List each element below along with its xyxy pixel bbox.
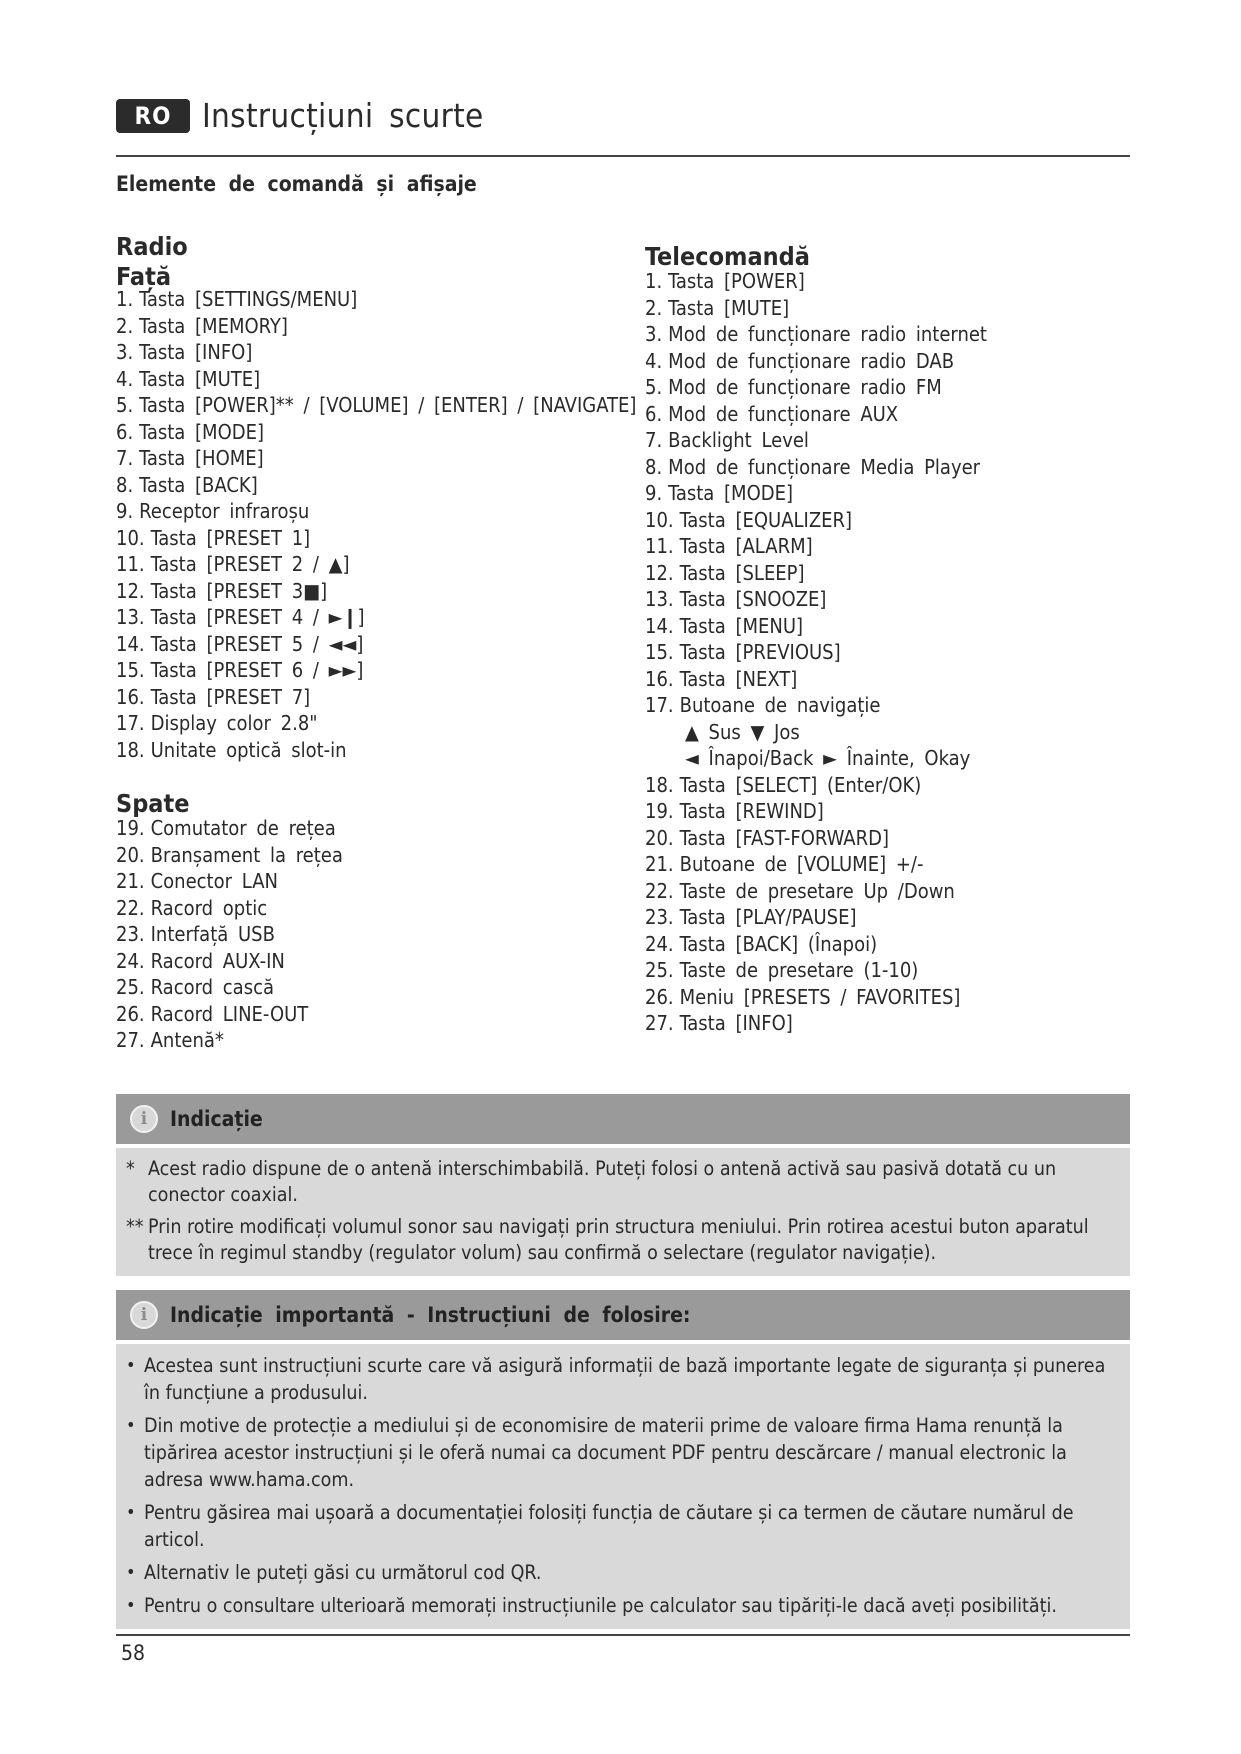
list-item: [116, 921, 636, 948]
list-item: [645, 878, 1125, 905]
bullet-item: [126, 1352, 1108, 1406]
item-number: 9.: [116, 499, 134, 523]
list-item: [645, 613, 1125, 640]
item-number: 26.: [645, 984, 674, 1009]
note-item: [126, 1156, 1108, 1208]
item-label: Comutator de rețea: [150, 816, 336, 840]
note-marker: **: [126, 1215, 144, 1238]
page-header: [116, 96, 484, 135]
list-item: [645, 427, 1125, 454]
list-item: [116, 551, 636, 578]
remote-controls-list-b: [645, 772, 1125, 1037]
item-number: 20.: [116, 842, 145, 867]
important-box-title: Indicație importantă - Instrucțiuni de folosire:: [170, 1303, 691, 1327]
item-number: 26.: [116, 1001, 145, 1026]
note-box-title: Indicație: [170, 1107, 263, 1131]
list-item: [645, 507, 1125, 534]
item-number: 9.: [645, 481, 663, 505]
item-number: 3.: [645, 322, 663, 346]
item-number: 15.: [116, 658, 145, 682]
item-number: 23.: [645, 905, 674, 929]
item-label: Tasta [INFO]: [679, 1011, 793, 1035]
item-label: Racord optic: [150, 895, 268, 920]
item-number: 27.: [645, 1011, 674, 1035]
item-number: 10.: [645, 507, 674, 532]
item-label: Meniu [PRESETS / FAVORITES]: [679, 984, 961, 1009]
list-item: [645, 851, 1125, 878]
item-label: Tasta [BACK]: [139, 472, 258, 497]
item-label: Tasta [MUTE]: [668, 295, 790, 320]
item-label: Tasta [PRESET 6 / ►►]: [150, 658, 364, 682]
item-number: 4.: [645, 348, 663, 373]
item-number: 22.: [116, 895, 145, 920]
list-item: [645, 798, 1125, 825]
item-number: 27.: [116, 1028, 145, 1052]
item-number: 24.: [645, 931, 674, 956]
note-item: [126, 1214, 1108, 1266]
item-label: Branșament la rețea: [150, 842, 343, 867]
bullet-item: [126, 1412, 1108, 1493]
item-number: 19.: [116, 816, 145, 840]
item-label: Tasta [PREVIOUS]: [679, 640, 841, 664]
item-number: 15.: [645, 640, 674, 664]
item-label: Tasta [PRESET 1]: [150, 525, 311, 550]
list-item: [645, 1010, 1125, 1037]
item-number: 10.: [116, 525, 145, 550]
item-number: 8.: [116, 472, 134, 497]
list-item: [116, 339, 636, 366]
item-label: Tasta [INFO]: [139, 340, 253, 364]
item-label: Butoane de [VOLUME] +/-: [679, 852, 924, 876]
list-item: [116, 710, 636, 737]
item-number: 5.: [116, 393, 134, 417]
list-item: [645, 692, 1125, 719]
document-title: Instrucțiuni scurte: [202, 96, 484, 135]
item-label: Tasta [PLAY/PAUSE]: [679, 905, 857, 929]
item-number: 4.: [116, 366, 134, 391]
list-item: [645, 772, 1125, 799]
list-item: [116, 631, 636, 658]
list-item: [116, 842, 636, 869]
list-item: [645, 480, 1125, 507]
item-label: Tasta [PRESET 4 / ►❙]: [150, 605, 365, 629]
item-label: Tasta [PRESET 5 / ◄◄]: [150, 631, 364, 656]
list-item: [116, 815, 636, 842]
info-icon: i: [130, 1105, 158, 1133]
bullet-marker: •: [126, 1355, 136, 1376]
item-label: Tasta [REWIND]: [679, 799, 824, 823]
item-number: 7.: [116, 446, 134, 470]
list-item: [645, 348, 1125, 375]
remote-controls-list-a: [645, 268, 1125, 719]
list-item: [116, 525, 636, 552]
item-label: Tasta [ALARM]: [679, 534, 813, 558]
item-label: Tasta [PRESET 7]: [150, 684, 311, 709]
bullet-marker: •: [126, 1562, 136, 1583]
bullet-marker: •: [126, 1415, 136, 1436]
item-number: 1.: [645, 269, 663, 293]
list-item: [116, 868, 636, 895]
list-item: [116, 419, 636, 446]
item-label: Mod de funcționare radio internet: [668, 322, 987, 346]
item-label: Tasta [SELECT] (Enter/OK): [679, 772, 922, 797]
item-label: Butoane de navigație: [679, 693, 881, 717]
item-label: Tasta [SNOOZE]: [679, 587, 827, 611]
item-label: Tasta [PRESET 2 / ▲]: [150, 552, 350, 576]
item-number: 25.: [116, 975, 145, 999]
list-item: [116, 948, 636, 975]
item-number: 12.: [645, 560, 674, 585]
item-label: Interfață USB: [150, 922, 275, 946]
list-item: [116, 974, 636, 1001]
item-number: 20.: [645, 825, 674, 850]
list-item: [116, 392, 636, 419]
note-box-header: [116, 1094, 1130, 1144]
item-label: Mod de funcționare radio FM: [668, 375, 942, 399]
item-label: Tasta [MODE]: [668, 481, 793, 505]
item-label: Taste de presetare (1-10): [679, 958, 919, 982]
item-label: Tasta [BACK] (Înapoi): [679, 931, 878, 956]
item-number: 6.: [116, 419, 134, 444]
list-item: [645, 931, 1125, 958]
bullet-item: [126, 1592, 1108, 1619]
list-item: [645, 984, 1125, 1011]
list-item: [645, 533, 1125, 560]
nav-directions-up-down: ▲ Sus ▼ Jos: [685, 719, 800, 744]
bullet-marker: •: [126, 1502, 136, 1523]
item-label: Tasta [PRESET 3■]: [150, 578, 328, 603]
item-number: 19.: [645, 799, 674, 823]
back-heading: Spate: [116, 789, 190, 818]
important-box-body: [116, 1344, 1130, 1629]
list-item: [645, 666, 1125, 693]
important-box: [116, 1290, 1130, 1629]
note-text: Prin rotire modificați volumul sonor sau navigați prin structura meniului. Prin rotirea acestui buton aparatul trece în regimul standby (regulator volum) sau confirmă o selectare (regulator navigație).: [148, 1215, 1089, 1264]
list-item: [645, 560, 1125, 587]
bullet-text: Din motive de protecție a mediului și de economisire de materii prime de valoare firma Hama renunță la tipărirea acestor instrucțiuni și le oferă numai ca document PDF pentru descărcare / manual electronic la adresa www.hama.com.: [144, 1414, 1067, 1491]
list-item: [116, 657, 636, 684]
front-controls-list: [116, 286, 636, 763]
list-item: [645, 586, 1125, 613]
bullet-text: Pentru găsirea mai ușoară a documentației folosiți funcția de căutare și ca termen de căutare numărul de articol.: [144, 1501, 1074, 1551]
item-label: Tasta [POWER]: [668, 269, 805, 293]
page-number: 58: [121, 1641, 146, 1665]
item-label: Tasta [SLEEP]: [679, 560, 805, 585]
note-box: [116, 1094, 1130, 1276]
bullet-marker: •: [126, 1595, 136, 1616]
item-number: 14.: [645, 613, 674, 638]
item-number: 16.: [645, 666, 674, 691]
list-item: [116, 604, 636, 631]
item-number: 13.: [116, 605, 145, 629]
item-number: 13.: [645, 587, 674, 611]
item-number: 11.: [645, 534, 674, 558]
item-number: 24.: [116, 948, 145, 973]
front-heading: Față: [116, 262, 172, 291]
list-item: [116, 578, 636, 605]
item-number: 2.: [645, 295, 663, 320]
list-item: [116, 1027, 636, 1054]
item-label: Conector LAN: [150, 869, 278, 893]
item-label: Racord AUX-IN: [150, 948, 285, 973]
list-item: [645, 401, 1125, 428]
list-item: [645, 825, 1125, 852]
item-number: 6.: [645, 401, 663, 426]
radio-heading: Radio: [116, 232, 188, 261]
item-label: Antenă*: [150, 1028, 224, 1052]
info-icon: i: [130, 1301, 158, 1329]
item-label: Racord LINE-OUT: [150, 1001, 309, 1026]
list-item: [116, 445, 636, 472]
list-item: [645, 957, 1125, 984]
item-label: Mod de funcționare AUX: [668, 401, 899, 426]
top-divider: [116, 155, 1130, 157]
item-label: Tasta [MEMORY]: [139, 313, 288, 338]
item-number: 3.: [116, 340, 134, 364]
item-label: Receptor infraroșu: [139, 499, 310, 523]
left-column: [116, 230, 636, 1054]
language-badge: RO: [116, 99, 190, 133]
list-item: [645, 268, 1125, 295]
item-label: Tasta [EQUALIZER]: [679, 507, 853, 532]
item-number: 17.: [645, 693, 674, 717]
item-label: Unitate optică slot-in: [150, 737, 347, 762]
item-number: 17.: [116, 711, 145, 735]
nav-directions-back-forward: ◄ Înapoi/Back ► Înainte, Okay: [685, 746, 971, 770]
item-number: 18.: [645, 772, 674, 797]
bottom-divider: [116, 1634, 1130, 1636]
item-label: Tasta [HOME]: [139, 446, 264, 470]
item-number: 11.: [116, 552, 145, 576]
list-item: [116, 366, 636, 393]
bullet-item: [126, 1559, 1108, 1586]
item-label: Tasta [MODE]: [139, 419, 264, 444]
item-label: Racord cască: [150, 975, 274, 999]
item-label: Backlight Level: [668, 428, 809, 452]
list-item: [116, 1001, 636, 1028]
item-number: 18.: [116, 737, 145, 762]
item-label: Tasta [SETTINGS/MENU]: [139, 287, 358, 311]
list-item: [116, 286, 636, 313]
item-number: 23.: [116, 922, 145, 946]
list-item: [645, 374, 1125, 401]
bullet-text: Pentru o consultare ulterioară memorați instrucțiunile pe calculator sau tipăriți-le dacă aveți posibilități.: [144, 1594, 1057, 1617]
important-box-header: [116, 1290, 1130, 1340]
list-item: [116, 472, 636, 499]
item-number: 16.: [116, 684, 145, 709]
list-item: [645, 904, 1125, 931]
list-item: [645, 639, 1125, 666]
item-number: 22.: [645, 878, 674, 903]
item-label: Tasta [MENU]: [679, 613, 804, 638]
list-item: [116, 313, 636, 340]
item-number: 1.: [116, 287, 134, 311]
note-text: Acest radio dispune de o antenă interschimbabilă. Puteți folosi o antenă activă sau pasivă dotată cu un conector coaxial.: [148, 1157, 1057, 1206]
item-number: 25.: [645, 958, 674, 982]
item-label: Mod de funcționare Media Player: [668, 454, 981, 479]
remote-heading: Telecomandă: [645, 242, 810, 271]
item-number: 21.: [116, 869, 145, 893]
list-item: [116, 498, 636, 525]
list-item: [645, 321, 1125, 348]
item-label: Tasta [POWER]** / [VOLUME] / [ENTER] / [NAVIGATE]: [139, 393, 637, 417]
list-item: [116, 737, 636, 764]
list-item: [645, 295, 1125, 322]
item-label: Tasta [FAST-FORWARD]: [679, 825, 889, 850]
item-label: Tasta [NEXT]: [679, 666, 798, 691]
list-item: [116, 684, 636, 711]
item-number: 12.: [116, 578, 145, 603]
item-number: 14.: [116, 631, 145, 656]
item-label: Taste de presetare Up /Down: [679, 878, 955, 903]
item-label: Mod de funcționare radio DAB: [668, 348, 955, 373]
note-marker: *: [126, 1157, 135, 1180]
item-number: 21.: [645, 852, 674, 876]
note-box-body: [116, 1148, 1130, 1276]
bullet-text: Alternativ le puteți găsi cu următorul cod QR.: [144, 1561, 542, 1584]
right-column: [645, 240, 1125, 1037]
item-number: 2.: [116, 313, 134, 338]
item-label: Tasta [MUTE]: [139, 366, 261, 391]
back-controls-list: [116, 815, 636, 1054]
list-item: [645, 454, 1125, 481]
list-item: [116, 895, 636, 922]
item-number: 5.: [645, 375, 663, 399]
bullet-text: Acestea sunt instrucțiuni scurte care vă asigură informații de bază importante legate de siguranța și punerea în funcțiune a produsului.: [144, 1354, 1106, 1404]
item-label: Display color 2.8": [150, 711, 318, 735]
bullet-item: [126, 1499, 1108, 1553]
item-number: 8.: [645, 454, 663, 479]
item-number: 7.: [645, 428, 663, 452]
section-heading: Elemente de comandă și afișaje: [116, 172, 477, 196]
